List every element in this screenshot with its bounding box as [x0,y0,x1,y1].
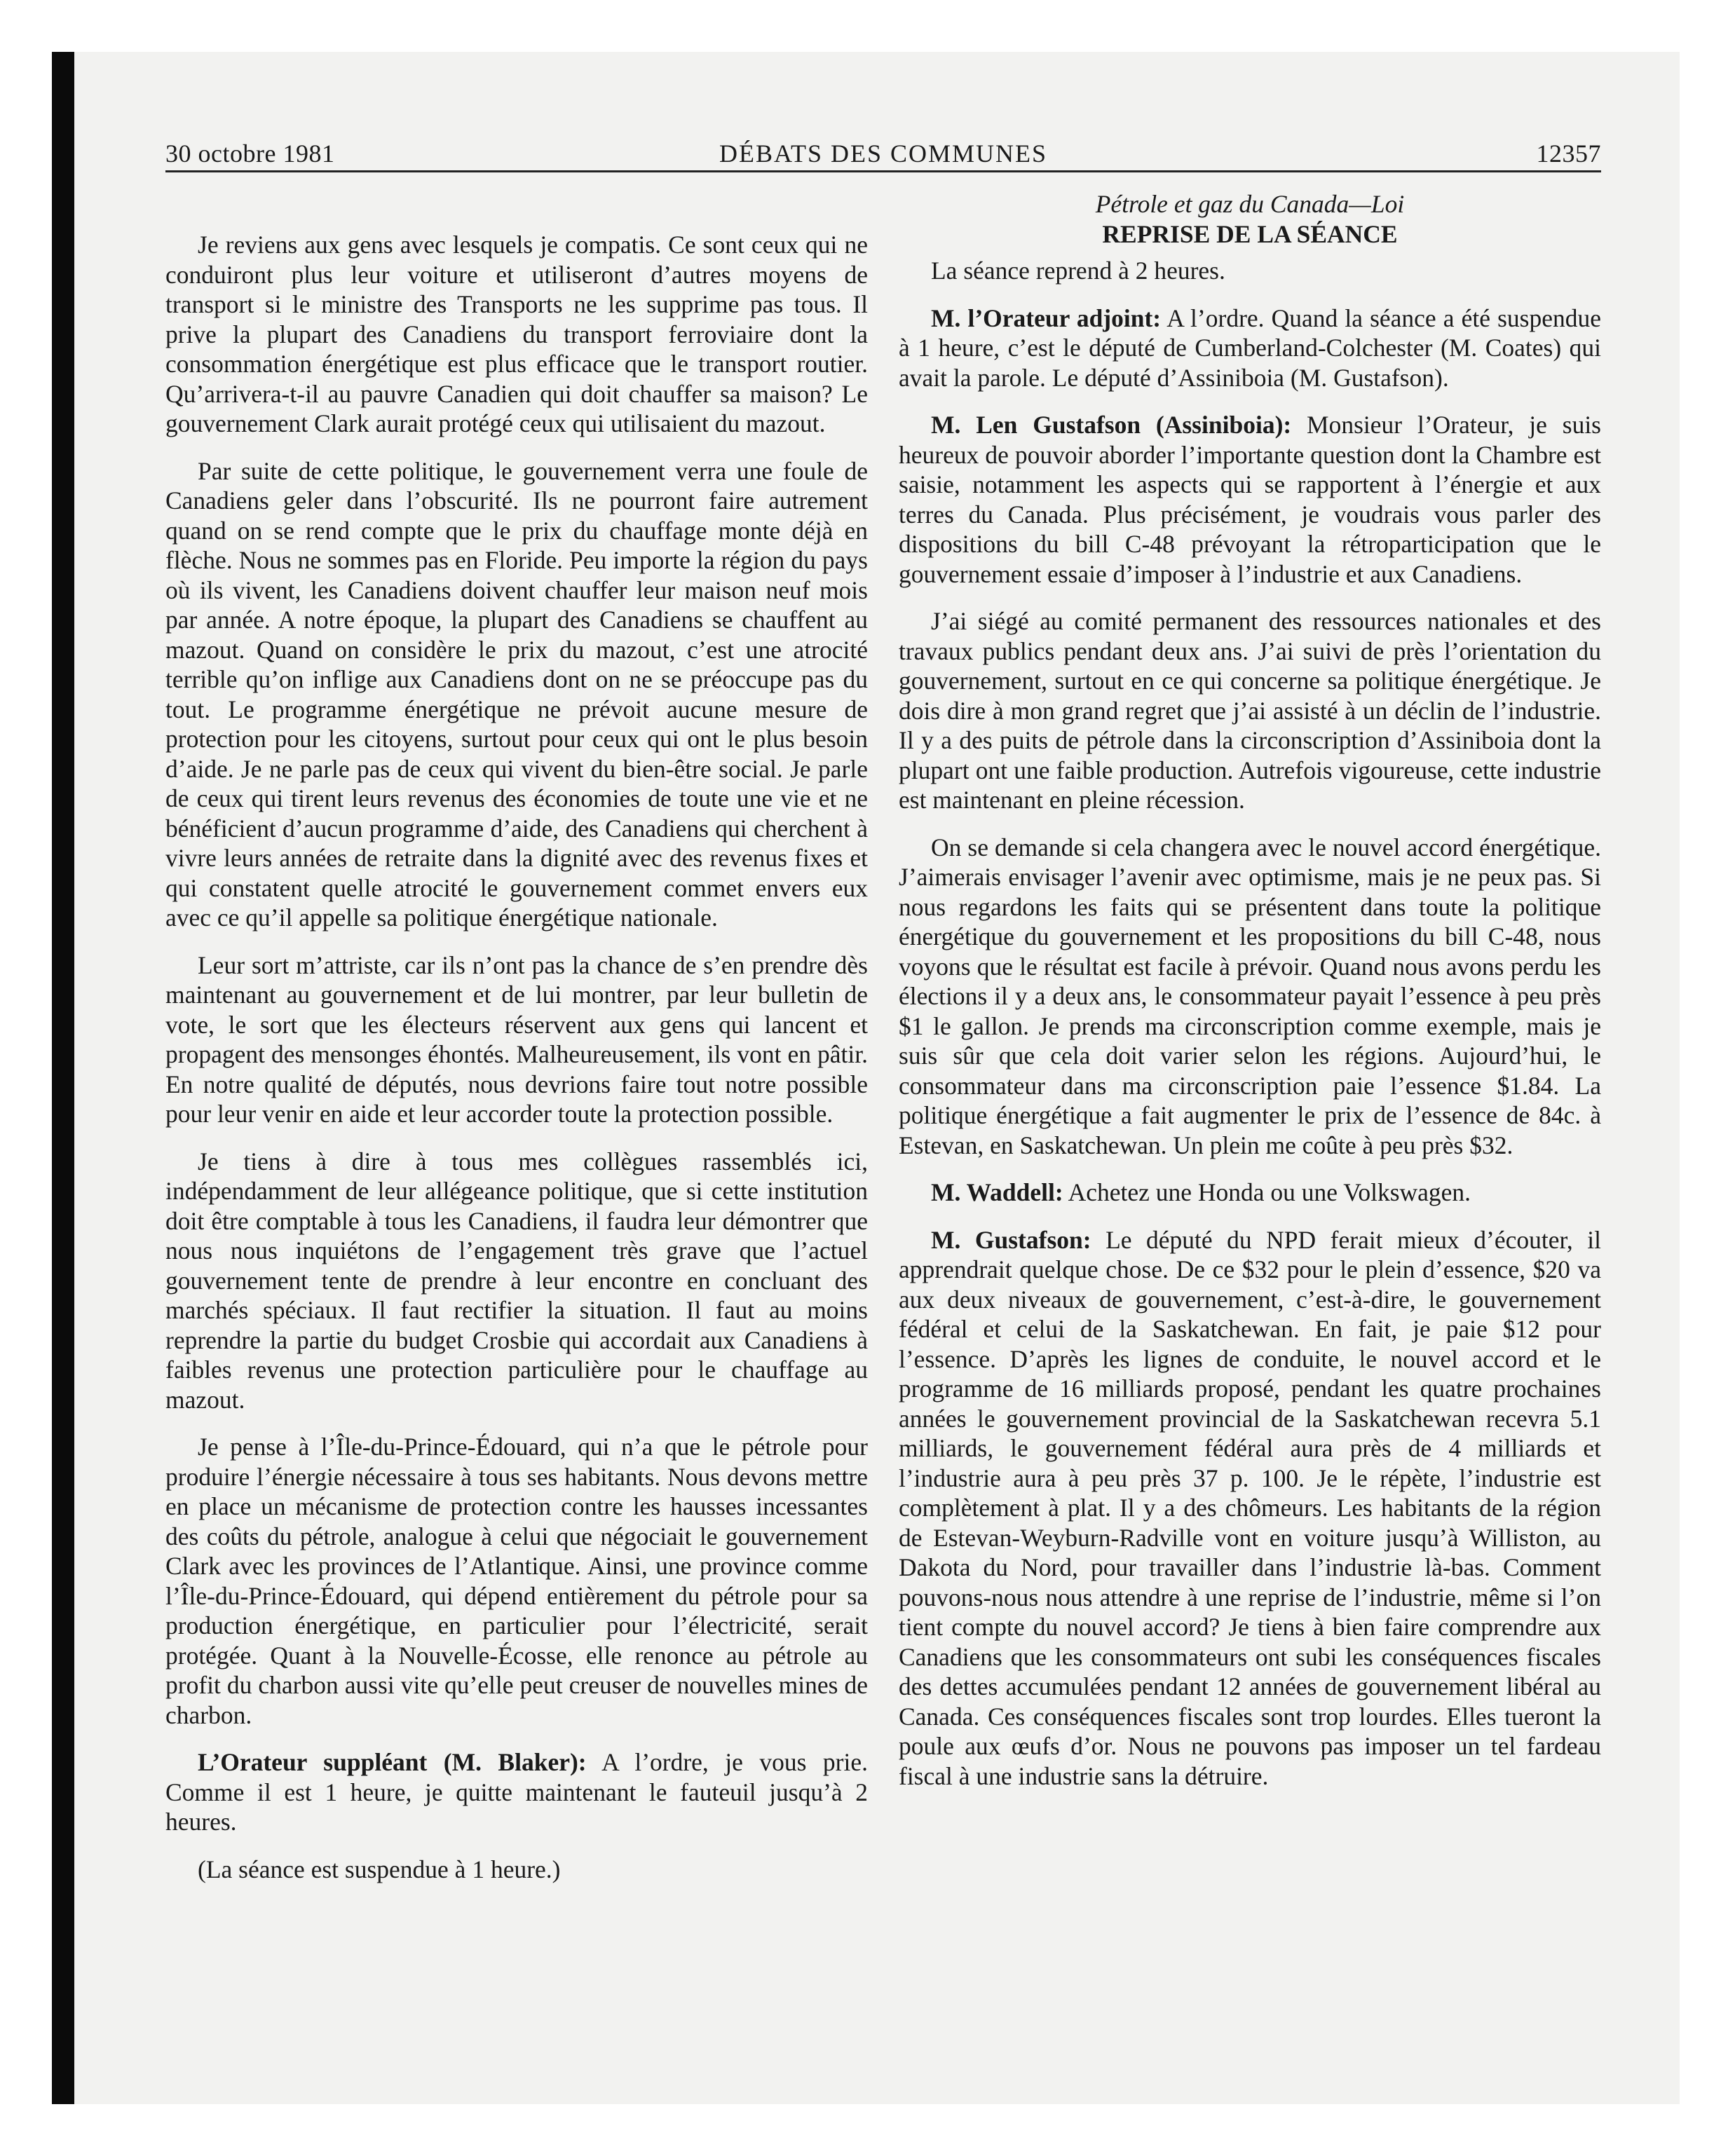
paragraph: La séance reprend à 2 heures. [931,257,1225,285]
speaker-name: M. Gustafson: [931,1225,1091,1254]
page-header [165,139,1601,172]
page-number: 12357 [1536,139,1601,168]
paragraph: J’ai siégé au comité permanent des ressources nationales et des travaux publics pendant deux ans. J’ai suivi de près l’orientation du gouvernement, surtout en ce qui concerne sa politique énergétique. Je dois dire à mon grand regret que j’ai assisté à un déclin de l’industrie. Il y a des puits de pétrole dans la circonscription d’Assiniboia dont la plupart ont une faible production. Autrefois vigoureuse, cette industrie est maintenant en pleine récession. [899,607,1601,814]
paragraph: M. Waddell: Achetez une Honda ou une Volkswagen. [931,1178,1471,1206]
paragraph: M. Gustafson: Le député du NPD ferait mieux d’écouter, il apprendrait quelque chose. De ce $32 pour le plein d’essence, $20 va aux deux niveaux de gouvernement, c’est-à-dire, le gouvernement fédéral et celui de la Saskatchewan. En fait, je paie $12 pour l’essence. D’après les lignes de conduite, le nouvel accord et le programme de 16 milliards proposé, pendant les quatre prochaines années le gouvernement provincial de la Saskatchewan recevra 5.1 milliards, le gouvernement fédéral aura près de 4 milliards et l’industrie aura à peu près 37 p. 100. Je le répète, l’industrie est complètement à plat. Il y a des chômeurs. Les habitants de la région de Estevan-Weyburn-Radville vont en voiture jusqu’à Williston, au Dakota du Nord, pour travailler dans l’industrie là-bas. Comment pouvons-nous nous attendre à une reprise de l’industrie, même si l’on tient compte du nouvel accord? Je tiens à bien faire comprendre aux Canadiens que les consommateurs ont subi les conséquences fiscales des dettes accumulées pendant 12 années de gouvernement libéral au Canada. Ces conséquences fiscales sont trop lourdes. Elles tueront la poule aux œufs d’or. Nous ne pouvons pas imposer un tel fardeau fiscal à une industrie sans la détruire. [899,1225,1601,1790]
paragraph: M. l’Orateur adjoint: A l’ordre. Quand la séance a été suspendue à 1 heure, c’est le député de Cumberland-Colchester (M. Coates) qui avait la parole. Le député d’Assiniboia (M. Gustafson). [899,303,1601,392]
paragraph: Leur sort m’attriste, car ils n’ont pas la chance de s’en prendre dès maintenant au gouvernement et de lui montrer, par leur bulletin de vote, le sort que les électeurs réservent aux gens qui lancent et propagent des mensonges éhontés. Malheureusement, ils vont en pâtir. En notre qualité de députés, nous devrions faire tout notre possible pour leur venir en aide et leur accorder toute la protection possible. [165,950,868,1128]
speaker-name: M. Waddell: [931,1178,1063,1206]
binding-edge [52,52,74,2104]
paragraph: Je pense à l’Île-du-Prince-Édouard, qui n’a que le pétrole pour produire l’énergie nécessaire à tous ses habitants. Nous devons mettre en place un mécanisme de protection contre les hausses incessantes des coûts du pétrole, analogue à celui que négociait le gouvernement Clark avec les provinces de l’Atlantique. Ainsi, une province comme l’Île-du-Prince-Édouard, qui dépend entièrement du pétrole pour sa production énergétique, en particulier pour l’électricité, serait protégée. Quant à la Nouvelle-Écosse, elle renonce au pétrole au profit du charbon aussi vite qu’elle peut creuser de nouvelles mines de charbon. [165,1433,868,1729]
header-title: DÉBATS DES COMMUNES [719,139,1048,168]
speaker-name: M. Len Gustafson (Assiniboia): [931,411,1292,439]
paragraph: Je tiens à dire à tous mes collègues rassemblés ici, indépendamment de leur allégeance politique, que si cette institution doit être comptable à tous les Canadiens, il faudra leur démontrer que nous nous inquiétons de l’engagement très grave que l’actuel gouvernement tente de prendre à leur encontre en concluant des marchés spéciaux. Il faut rectifier la situation. Il faut au moins reprendre la partie du budget Crosbie qui accordait aux Canadiens à faibles revenus une protection particulière pour le chauffage au mazout. [165,1147,868,1414]
paragraph: On se demande si cela changera avec le nouvel accord énergétique. J’aimerais envisager l’avenir avec optimisme, mais je ne peux pas. Si nous regardons les faits qui se présentent dans toute la politique énergétique du gouvernement et les propositions du bill C-48, nous voyons que le résultat est facile à prévoir. Quand nous avons perdu les élections il y a deux ans, le consommateur payait l’essence à peu près $1 le gallon. Je prends ma circonscription comme exemple, mais je suis sûr que cela doit varier selon les régions. Aujourd’hui, le consommateur dans ma circonscription paie l’essence $1.84. La politique énergétique a fait augmenter le prix de l’essence de 84c. à Estevan, en Saskatchewan. Un plein me coûte à peu près $32. [899,833,1601,1159]
speaker-name: L’Orateur suppléant (M. Blaker): [198,1748,587,1776]
paragraph: (La séance est suspendue à 1 heure.) [198,1855,561,1883]
paragraph: Par suite de cette politique, le gouvernement verra une foule de Canadiens geler dans l’obscurité. Ils ne pourront faire autrement quand on se rend compte que le prix du chauffage monte déjà en flèche. Nous ne sommes pas en Floride. Peu importe la région du pays où ils vivent, les Canadiens doivent chauffer leur maison neuf mois par année. A notre époque, la plupart des Canadiens se chauffent au mazout. Quand on considère le prix du mazout, c’est une atrocité terrible qu’on inflige aux Canadiens dont on ne se préoccupe pas du tout. Le programme énergétique ne prévoit aucune mesure de protection pour les citoyens, surtout pour ceux qui ont le plus besoin d’aide. Je ne parle pas de ceux qui vivent du bien-être social. Je parle de ceux qui tirent leurs revenus des économies de toute une vie et ne bénéficient d’aucun programme d’aide, des Canadiens qui cherchent à vivre leurs années de retraite dans la dignité avec des revenus fixes et qui constatent quelle atrocité le gouvernement commet envers eux avec ce qu’il appelle sa politique énergétique nationale. [165,456,868,932]
paragraph: L’Orateur suppléant (M. Blaker): A l’ordre, je vous prie. Comme il est 1 heure, je quitte maintenant le fauteuil jusqu’à 2 heures. [165,1748,868,1836]
header-rule [165,170,1601,172]
section-heading: REPRISE DE LA SÉANCE [1102,219,1398,248]
paragraph: Je reviens aux gens avec lesquels je compatis. Ce sont ceux qui ne conduiront plus leur voiture et utiliseront d’autres moyens de transport si le ministre des Transports ne les supprime pas tous. Il prive la plupart des Canadiens du transport ferroviaire dont la consommation énergétique est plus efficace que le transport routier. Qu’arrivera-t-il au pauvre Canadien qui doit chauffer sa maison? Le gouvernement Clark aurait protégé ceux qui utilisaient du mazout. [165,231,868,437]
section-title: Pétrole et gaz du Canada—Loi [1095,190,1405,218]
right-column [899,189,1601,1808]
header-date: 30 octobre 1981 [165,139,335,168]
left-column [165,189,868,1902]
paragraph: M. Len Gustafson (Assiniboia): Monsieur l’Orateur, je suis heureux de pouvoir aborder l’importante question dont la Chambre est saisie, notamment les aspects qui se rapportent à l’énergie et aux terres du Canada. Plus précisément, je voudrais vous parler des dispositions du bill C-48 prévoyant la rétroparticipation que le gouvernement essaie d’imposer à l’industrie et aux Canadiens. [899,411,1601,588]
speaker-name: M. l’Orateur adjoint: [931,303,1162,332]
